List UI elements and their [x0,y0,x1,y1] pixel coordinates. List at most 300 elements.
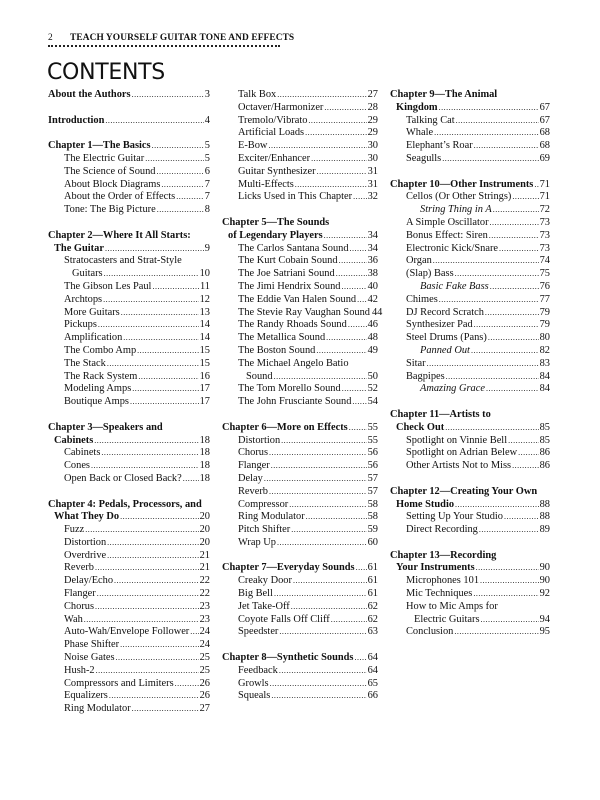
dot-leader [490,281,539,294]
toc-entry[interactable] [48,345,210,358]
dot-leader [132,703,199,716]
entry-label: Phase Shifter [64,639,120,651]
entry-label: Pitch Shifter [238,524,291,536]
entry-page-number: 18 [199,447,210,459]
toc-entry[interactable] [222,665,378,678]
entry-label: Tone: The Big Picture [64,204,156,216]
toc-entry[interactable] [222,460,378,473]
dot-leader [454,626,538,639]
toc-entry[interactable] [390,115,550,128]
toc-entry[interactable] [390,294,550,307]
dot-leader [98,319,199,332]
toc-entry[interactable] [222,306,383,320]
toc-section [390,89,550,166]
toc-entry[interactable] [48,614,210,627]
entry-label: Auto-Wah/Envelope Follower [64,626,190,638]
toc-entry[interactable] [390,588,550,601]
entry-title-line[interactable]: Stratocasters and Strat-Style [64,255,182,267]
chapter-title-line[interactable]: Chapter 12—Creating Your Own [390,485,538,497]
entry-label: The Boston Sound [238,344,316,356]
entry-label: Noise Gates [64,652,115,664]
toc-column-2 [222,89,383,716]
entry-page-number: 61 [367,562,378,574]
toc-entry[interactable] [222,383,378,396]
header-page-number: 2 [48,33,53,43]
entry-page-number: 89 [539,524,550,536]
entry-label: Hush-2 [64,664,95,676]
dot-leader [474,319,539,332]
entry-page-number: 79 [539,306,550,318]
entry-page-number: 90 [539,562,550,574]
toc-entry[interactable] [48,601,210,614]
toc-entry[interactable] [48,371,210,384]
entry-label: Pickups [64,319,97,331]
entry-label: Archtops [64,293,103,305]
entry-label: Cones [64,460,90,472]
entry-label: About Block Diagrams [64,178,161,190]
dot-leader [471,345,539,358]
entry-page-number: 20 [199,511,210,523]
toc-section [390,409,550,473]
toc-example-entry[interactable] [390,383,550,396]
entry-label: Check Out [396,421,445,433]
entry-page-number: 16 [199,370,210,382]
entry-title-line[interactable]: How to Mic Amps for [406,600,498,612]
entry-page-number: 5 [204,152,210,164]
toc-entry[interactable] [222,115,378,128]
toc-chapter-entry[interactable] [48,115,210,128]
dot-leader [123,332,198,345]
toc-entry[interactable] [222,588,378,601]
running-header [48,33,295,47]
toc-chapter-entry[interactable] [48,140,210,153]
entry-page-number: 80 [539,332,550,344]
toc-entry[interactable] [222,690,378,703]
toc-entry[interactable] [222,614,378,627]
toc-chapter-entry[interactable] [222,652,378,665]
dot-leader [473,588,538,601]
toc-entry[interactable] [390,524,550,537]
dot-leader [305,127,367,140]
entry-label: The John Frusciante Sound [238,396,352,408]
entry-label: Introduction [48,114,105,126]
toc-example-entry[interactable] [390,204,550,217]
entry-page-number: 31 [367,165,378,177]
toc-entry[interactable] [222,575,378,588]
entry-page-number: 56 [367,460,378,472]
entry-label: Guitar Synthesizer [238,165,316,177]
entry-label: Mic Techniques [406,588,473,600]
entry-page-number: 25 [199,652,210,664]
entry-page-number: 5 [204,140,210,152]
toc-entry[interactable] [222,127,378,140]
toc-entry[interactable] [222,332,378,345]
toc-entry[interactable] [48,524,210,537]
toc-entry[interactable] [390,371,550,384]
entry-page-number: 28 [367,101,378,113]
entry-label: Seagulls [406,152,442,164]
entry-page-number: 18 [199,434,210,446]
toc-entry[interactable] [222,294,378,307]
toc-entry[interactable] [48,703,210,716]
entry-label: Guitars [72,268,103,280]
entry-page-number: 50 [367,370,378,382]
entry-page-number: 64 [367,652,378,664]
entry-page-number: 71 [539,178,550,190]
dot-leader [95,601,199,614]
toc-entry[interactable] [222,601,378,614]
chapter-title-line[interactable]: Chapter 4: Pedals, Processors, and [48,498,202,510]
dot-leader [103,294,199,307]
toc-entry[interactable] [222,102,378,115]
toc-entry[interactable] [48,319,210,332]
dot-leader [356,562,367,575]
entry-page-number: 21 [199,562,210,574]
toc-entry[interactable] [390,460,550,473]
entry-label: Talk Box [238,89,277,100]
entry-page-number: 31 [367,178,378,190]
toc-entry[interactable] [48,447,210,460]
toc-chapter-entry[interactable] [390,562,550,575]
entry-page-number: 58 [367,511,378,523]
dot-leader [271,460,367,473]
toc-entry[interactable] [390,268,550,281]
entry-page-number: 15 [199,357,210,369]
entry-page-number: 66 [367,690,378,702]
entry-page-number: 86 [539,460,550,472]
entry-title-line[interactable]: The Michael Angelo Batio [238,357,349,369]
dot-leader [107,550,198,563]
entry-label: Electronic Kick/Snare [406,242,499,254]
entry-label: Jet Take-Off [238,600,290,612]
toc-entry[interactable] [48,678,210,691]
toc-entry[interactable] [390,127,550,140]
toc-entry[interactable] [390,575,550,588]
toc-chapter-entry[interactable] [390,102,550,115]
entry-page-number: 30 [367,140,378,152]
toc-entry[interactable] [222,473,378,486]
dot-leader [348,319,367,332]
entry-label: DJ Record Scratch [406,306,484,318]
entry-label: The Randy Rhoads Sound [238,319,347,331]
toc-entry[interactable] [222,537,378,550]
entry-page-number: 21 [199,549,210,561]
toc-column-1 [48,89,210,729]
dot-leader [96,665,199,678]
toc-entry[interactable] [222,435,378,448]
dot-leader [324,230,367,243]
entry-label: Flanger [64,588,96,600]
toc-entry[interactable] [48,358,210,371]
entry-label: Cellos (Or Other Strings) [406,191,512,203]
entry-page-number: 52 [367,383,378,395]
entry-label: Sitar [406,357,426,369]
toc-section [48,89,210,102]
entry-label: Creaky Door [238,575,292,587]
dot-leader [427,358,539,371]
entry-label: Whale [406,127,434,139]
toc-entry[interactable] [222,191,378,204]
toc-entry[interactable] [222,371,378,384]
toc-entry[interactable] [222,166,378,179]
toc-entry[interactable] [222,678,378,691]
entry-page-number: 10 [199,268,210,280]
dot-leader [277,89,366,102]
entry-label: Chapter 10—Other Instruments [390,178,534,190]
toc-entry[interactable] [48,294,210,307]
toc-chapter-entry[interactable] [390,179,550,192]
entry-label: Boutique Amps [64,396,129,408]
dot-leader [91,460,199,473]
toc-chapter-entry[interactable] [48,243,210,256]
toc-chapter-entry[interactable] [222,230,378,243]
dot-leader [95,562,199,575]
toc-entry[interactable] [48,690,210,703]
entry-page-number: 92 [539,588,550,600]
entry-label: Chimes [406,293,438,305]
toc-entry[interactable] [48,473,210,486]
toc-entry[interactable] [390,191,550,204]
toc-entry[interactable] [390,255,550,268]
toc-entry[interactable] [48,383,210,396]
entry-label: Reverb [238,485,269,497]
dot-leader [104,268,199,281]
toc-entry[interactable] [48,204,210,217]
toc-entry[interactable] [390,217,550,230]
chapter-title-line[interactable]: Chapter 3—Speakers and [48,421,163,433]
dot-leader [306,511,367,524]
toc-entry[interactable] [48,550,210,563]
toc-entry[interactable] [222,447,378,460]
toc-section [48,115,210,128]
dot-leader [291,524,366,537]
toc-entry[interactable] [222,281,378,294]
toc-entry[interactable] [390,140,550,153]
toc-entry[interactable] [48,307,210,320]
entry-page-number: 60 [367,536,378,548]
entry-page-number: 74 [539,255,550,267]
toc-entry[interactable] [222,396,378,409]
toc-entry[interactable] [48,652,210,665]
entry-page-number: 95 [539,626,550,638]
toc-chapter-entry[interactable] [222,422,378,435]
entry-label: The Stevie Ray Vaughan Sound [238,306,370,318]
toc-entry[interactable] [48,588,210,601]
toc-section [222,89,378,204]
entry-label: Compressors and Limiters [64,677,174,689]
toc-entry[interactable] [48,166,210,179]
toc-entry[interactable] [390,153,550,166]
toc-chapter-entry[interactable] [390,422,550,435]
toc-chapter-entry[interactable] [48,89,210,102]
toc-entry[interactable] [390,626,550,639]
toc-entry[interactable] [222,499,378,512]
toc-entry[interactable] [222,524,378,537]
toc-entry[interactable] [222,89,378,102]
entry-label: Distortion [238,434,281,446]
toc-entry[interactable] [222,319,378,332]
entry-label: String Thing in A [420,204,492,216]
entry-label: Speedster [238,626,279,638]
dot-leader [132,89,204,102]
entry-label: The Stack [64,357,106,369]
toc-entry[interactable] [390,447,550,460]
toc-entry[interactable] [222,140,378,153]
entry-page-number: 29 [367,114,378,126]
toc-entry[interactable] [390,243,550,256]
entry-page-number: 84 [539,383,550,395]
toc-entry[interactable] [222,626,378,639]
chapter-title-line[interactable]: Chapter 13—Recording [390,549,497,561]
toc-entry[interactable] [48,332,210,345]
dot-leader [439,294,539,307]
dot-leader [107,537,198,550]
dot-leader [132,383,198,396]
dot-leader [456,115,539,128]
entry-page-number: 20 [199,536,210,548]
entry-label: The Metallica Sound [238,332,326,344]
toc-chapter-entry[interactable] [222,562,378,575]
toc-entry[interactable] [222,486,378,499]
entry-label: The Combo Amp [64,344,137,356]
entry-page-number: 22 [199,575,210,587]
dot-leader [442,153,538,166]
entry-label: Chapter 8—Synthetic Sounds [222,652,354,664]
toc-entry[interactable] [48,179,210,192]
toc-section [222,652,378,703]
dot-leader [479,524,539,537]
entry-page-number: 8 [204,204,210,216]
dot-leader [518,447,538,460]
entry-label: More Guitars [64,306,120,318]
dot-leader [455,499,539,512]
dot-leader [293,575,367,588]
toc-entry[interactable] [390,332,550,345]
entry-page-number: 32 [367,191,378,203]
toc-example-entry[interactable] [390,345,550,358]
entry-page-number: 12 [199,293,210,305]
entry-label: A Simple Oscillator [406,216,489,228]
entry-page-number: 69 [539,152,550,164]
toc-entry[interactable] [48,153,210,166]
toc-section [222,422,378,550]
dot-leader [489,230,539,243]
toc-entry[interactable] [48,537,210,550]
dot-leader [476,562,539,575]
entry-label: Chapter 7—Everyday Sounds [222,562,355,574]
entry-label: Setting Up Your Studio [406,511,503,523]
entry-page-number: 86 [539,447,550,459]
entry-label: Chorus [238,447,269,459]
entry-label: Squeals [238,690,271,702]
toc-chapter-entry[interactable] [48,435,210,448]
dot-leader [116,652,199,665]
entry-label: The Guitar [54,242,104,254]
entry-label: Basic Fake Bass [420,280,489,292]
toc-entry[interactable] [48,562,210,575]
entry-label: Cabinets [64,447,101,459]
toc-entry[interactable] [48,281,210,294]
chapter-title-line[interactable]: Chapter 5—The Sounds [222,216,330,228]
toc-entry[interactable] [48,460,210,473]
toc-entry[interactable] [390,307,550,320]
toc-entry[interactable] [390,319,550,332]
entry-label: Direct Recording [406,524,478,536]
entry-page-number: 84 [539,370,550,382]
entry-label: Artificial Loads [238,127,305,139]
dot-leader [512,460,539,473]
toc-entry[interactable] [222,255,378,268]
toc-entry[interactable] [48,626,210,639]
entry-page-number: 3 [204,89,210,100]
entry-label: Talking Cat [406,114,455,126]
chapter-title-line[interactable]: Chapter 2—Where It All Starts: [48,229,191,241]
toc-entry[interactable] [48,665,210,678]
entry-page-number: 14 [199,319,210,331]
dot-leader [357,294,366,307]
toc-entry[interactable] [48,396,210,409]
toc-entry[interactable] [390,511,550,524]
toc-entry[interactable] [48,191,210,204]
entry-page-number: 76 [539,280,550,292]
toc-entry[interactable] [222,345,378,358]
entry-label: Bagpipes [406,370,445,382]
dot-leader [308,115,366,128]
entry-page-number: 79 [539,319,550,331]
toc-entry[interactable] [222,268,378,281]
toc-entry[interactable] [48,639,210,652]
entry-page-number: 4 [204,114,210,126]
entry-label: Octaver/Harmonizer [238,101,324,113]
entry-label: The Gibson Les Paul [64,280,152,292]
entry-page-number: 18 [199,472,210,484]
entry-page-number: 40 [367,280,378,292]
toc-chapter-entry[interactable] [390,499,550,512]
toc-chapter-entry[interactable] [48,511,210,524]
dot-leader [270,678,367,691]
toc-entry[interactable] [48,268,210,281]
entry-page-number: 34 [367,229,378,241]
toc-example-entry[interactable] [390,281,550,294]
dot-leader [120,639,198,652]
entry-label: Ring Modulator [64,703,131,715]
chapter-title-line[interactable]: Chapter 11—Artists to [390,408,491,420]
dot-leader [317,166,367,179]
chapter-title-line[interactable]: Chapter 9—The Animal [390,89,498,100]
toc-entry[interactable] [222,153,378,166]
entry-label: Exciter/Enhancer [238,152,311,164]
entry-page-number: 26 [199,690,210,702]
dot-leader [331,614,367,627]
toc-entry[interactable] [390,230,550,243]
toc-entry[interactable] [222,179,378,192]
toc-entry[interactable] [222,243,378,256]
entry-page-number: 24 [199,639,210,651]
toc-entry[interactable] [390,614,550,627]
toc-entry[interactable] [48,575,210,588]
entry-label: of Legendary Players [228,229,323,241]
toc-entry[interactable] [390,358,550,371]
entry-page-number: 42 [367,293,378,305]
toc-entry[interactable] [222,511,378,524]
entry-page-number: 56 [367,447,378,459]
toc-entry[interactable] [390,435,550,448]
dot-leader [183,473,199,486]
entry-page-number: 6 [204,165,210,177]
entry-label: Kingdom [396,101,438,113]
entry-label: Panned Out [420,344,470,356]
entry-page-number: 55 [367,421,378,433]
